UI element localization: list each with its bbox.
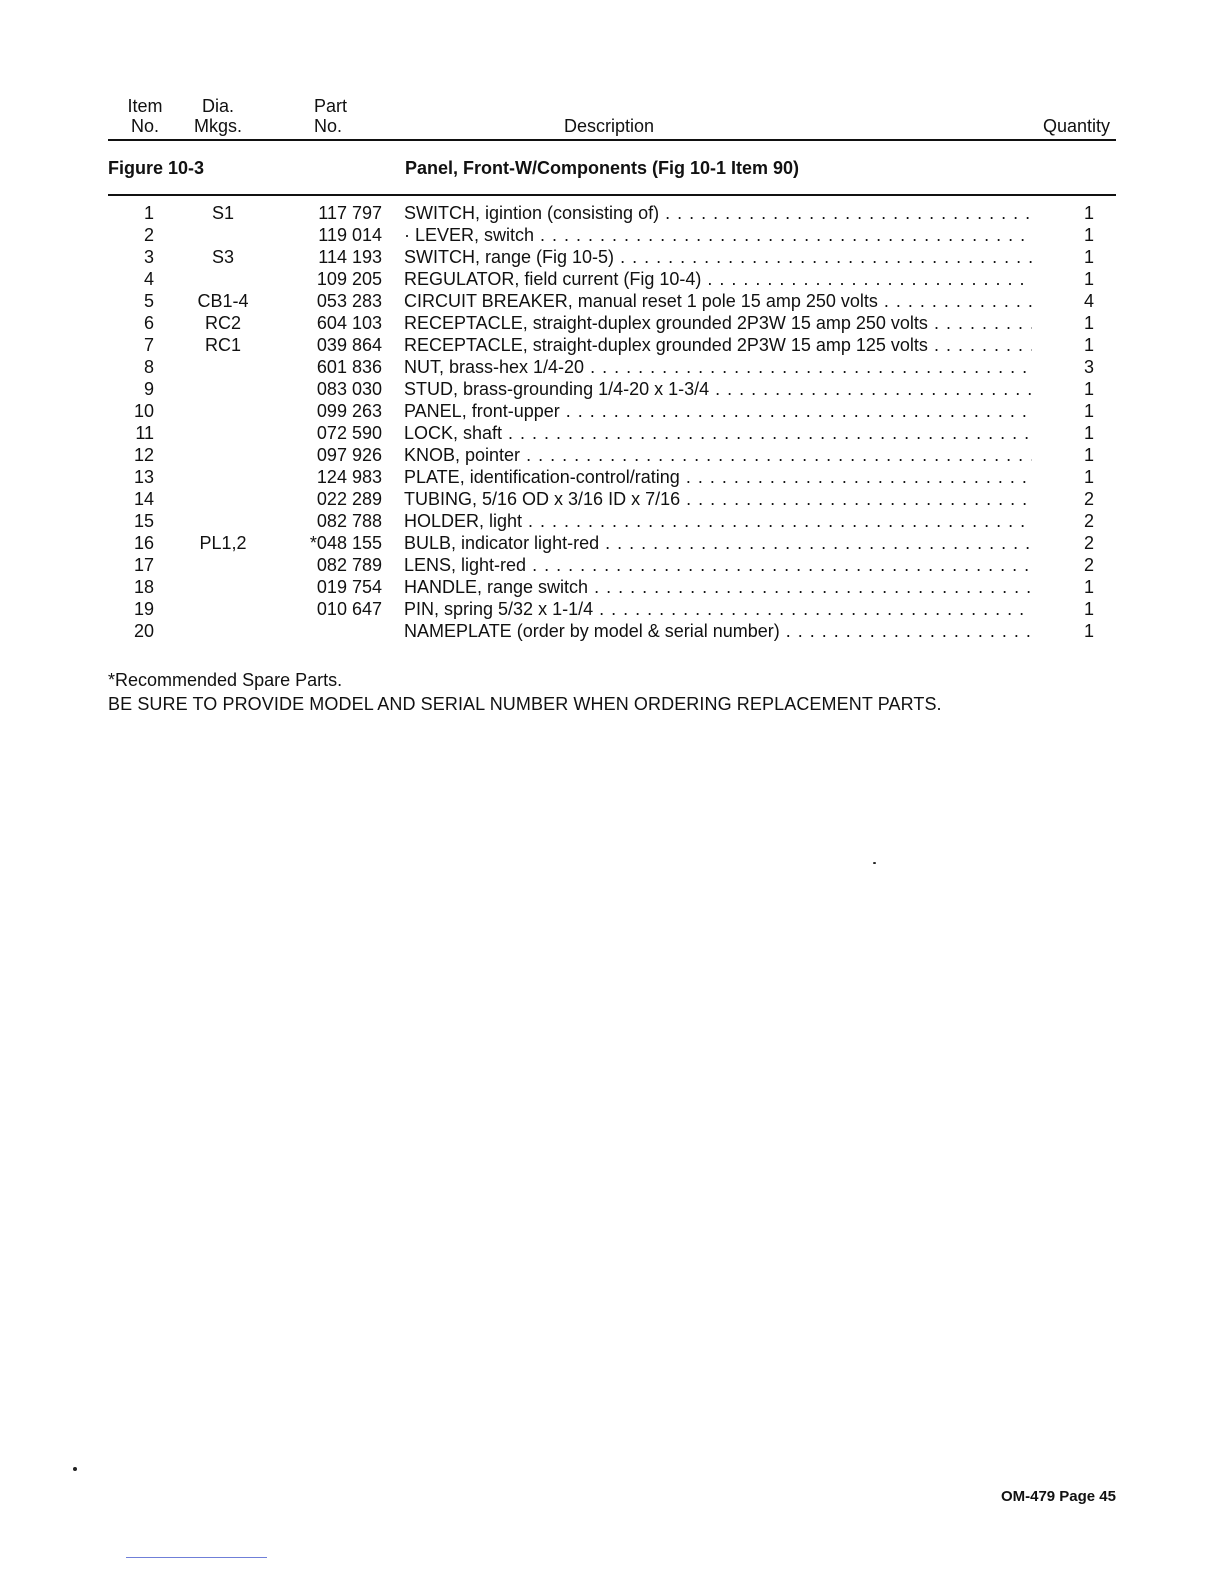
- table-row: [108, 246, 1116, 268]
- cell-description: SWITCH, igintion (consisting of) . . .: [404, 202, 1032, 224]
- cell-quantity: 1: [1083, 423, 1094, 443]
- scan-speck: [873, 862, 876, 864]
- cell-quantity: 1: [1083, 467, 1094, 487]
- cell-part-no: 083 030: [316, 379, 382, 399]
- cell-item-no: 13: [133, 467, 154, 487]
- cell-part-no: 039 864: [316, 335, 382, 355]
- cell-description: RECEPTACLE, straight-duplex grounded 2P3W 15 amp 250 volts . . .: [404, 312, 1032, 334]
- cell-item-no: 19: [133, 599, 154, 619]
- cell-part-no: 117 797: [318, 203, 382, 223]
- cell-description: HANDLE, range switch . . .: [404, 576, 1032, 598]
- cell-item-no: 14: [133, 489, 154, 509]
- cell-part-no: 082 788: [316, 511, 382, 531]
- cell-part-no: 053 283: [316, 291, 382, 311]
- cell-quantity: 1: [1083, 401, 1094, 421]
- table-row: [108, 620, 1116, 642]
- cell-dia-mkg: RC1: [204, 335, 241, 355]
- cell-part-no: 099 263: [316, 401, 382, 421]
- header-description: Description: [564, 116, 655, 136]
- table-row: [108, 202, 1116, 224]
- cell-description: SWITCH, range (Fig 10-5) . . .: [404, 246, 1032, 268]
- table-row: [108, 334, 1116, 356]
- cell-dia-mkg: S3: [211, 247, 235, 267]
- table-row: [108, 224, 1116, 246]
- cell-description: LOCK, shaft . . .: [404, 422, 1032, 444]
- table-row: [108, 356, 1116, 378]
- cell-item-no: 10: [133, 401, 154, 421]
- cell-description: STUD, brass-grounding 1/4-20 x 1-3/4 . . .: [404, 378, 1032, 400]
- cell-quantity: 3: [1083, 357, 1094, 377]
- cell-description: PLATE, identification-control/rating . . .: [404, 466, 1032, 488]
- cell-item-no: 9: [143, 379, 154, 399]
- cell-part-no: *048 155: [309, 533, 382, 553]
- page-footer: OM-479 Page 45: [1000, 1488, 1116, 1505]
- cell-description: RECEPTACLE, straight-duplex grounded 2P3W 15 amp 125 volts . . .: [404, 334, 1032, 356]
- cell-description: BULB, indicator light-red . . .: [404, 532, 1032, 554]
- cell-part-no: 082 789: [316, 555, 382, 575]
- cell-item-no: 1: [143, 203, 154, 223]
- header-part-no: [314, 96, 358, 136]
- scan-speck: [73, 1467, 77, 1471]
- cell-description: REGULATOR, field current (Fig 10-4) . . .: [404, 268, 1032, 290]
- cell-quantity: 1: [1083, 379, 1094, 399]
- cell-part-no: 072 590: [316, 423, 382, 443]
- cell-item-no: 4: [143, 269, 154, 289]
- cell-quantity: 1: [1083, 599, 1094, 619]
- cell-quantity: 1: [1083, 269, 1094, 289]
- cell-item-no: 18: [133, 577, 154, 597]
- table-row: [108, 510, 1116, 532]
- cell-item-no: 5: [143, 291, 154, 311]
- cell-dia-mkg: PL1,2: [199, 533, 247, 553]
- header-divider: [108, 139, 1116, 141]
- spare-parts-note: *Recommended Spare Parts.: [108, 670, 343, 690]
- cell-quantity: 2: [1083, 489, 1094, 509]
- cell-quantity: 1: [1083, 335, 1094, 355]
- cell-part-no: 604 103: [316, 313, 382, 333]
- header-part-line2: No.: [314, 116, 343, 136]
- table-row: [108, 488, 1116, 510]
- cell-quantity: 4: [1083, 291, 1094, 311]
- header-item-no-line2: No.: [130, 116, 159, 136]
- table-row: [108, 290, 1116, 312]
- cell-description: CIRCUIT BREAKER, manual reset 1 pole 15 amp 250 volts . . .: [404, 290, 1032, 312]
- scan-edge-line: [126, 1557, 267, 1558]
- cell-description: NUT, brass-hex 1/4-20 . . .: [404, 356, 1032, 378]
- cell-description: NAMEPLATE (order by model & serial number) . . .: [404, 620, 1032, 642]
- cell-item-no: 17: [133, 555, 154, 575]
- cell-part-no: 119 014: [318, 225, 382, 245]
- cell-item-no: 20: [133, 621, 154, 641]
- cell-quantity: 1: [1083, 247, 1094, 267]
- cell-description: TUBING, 5/16 OD x 3/16 ID x 7/16 . . .: [404, 488, 1032, 510]
- figure-label: Figure 10-3: [108, 158, 205, 178]
- cell-description: LENS, light-red . . .: [404, 554, 1032, 576]
- cell-item-no: 2: [143, 225, 154, 245]
- cell-description: PANEL, front-upper . . .: [404, 400, 1032, 422]
- cell-dia-mkg: S1: [211, 203, 235, 223]
- header-item-no: [122, 96, 168, 136]
- table-row: [108, 532, 1116, 554]
- cell-dia-mkg: RC2: [204, 313, 241, 333]
- cell-item-no: 15: [133, 511, 154, 531]
- cell-quantity: 1: [1083, 621, 1094, 641]
- table-header: [108, 96, 1116, 140]
- table-row: [108, 378, 1116, 400]
- cell-quantity: 1: [1083, 203, 1094, 223]
- cell-part-no: 124 983: [316, 467, 382, 487]
- cell-quantity: 1: [1083, 225, 1094, 245]
- cell-quantity: 2: [1083, 511, 1094, 531]
- cell-description: PIN, spring 5/32 x 1-1/4 . . .: [404, 598, 1032, 620]
- cell-part-no: 097 926: [316, 445, 382, 465]
- ordering-note: BE SURE TO PROVIDE MODEL AND SERIAL NUMBER WHEN ORDERING REPLACEMENT PARTS.: [108, 694, 942, 714]
- table-row: [108, 268, 1116, 290]
- cell-item-no: 12: [133, 445, 154, 465]
- cell-item-no: 16: [133, 533, 154, 553]
- header-dia-line1: Dia.: [201, 96, 234, 116]
- table-row: [108, 466, 1116, 488]
- parts-table: [108, 202, 1116, 642]
- cell-quantity: 2: [1083, 533, 1094, 553]
- header-item-no-line1: Item: [127, 96, 163, 116]
- table-row: [108, 576, 1116, 598]
- table-row: [108, 598, 1116, 620]
- header-part-line1: Part: [314, 96, 348, 116]
- table-row: [108, 554, 1116, 576]
- cell-dia-mkg: CB1-4: [197, 291, 249, 311]
- cell-item-no: 8: [143, 357, 154, 377]
- cell-part-no: 019 754: [316, 577, 382, 597]
- cell-quantity: 2: [1083, 555, 1094, 575]
- table-row: [108, 312, 1116, 334]
- cell-item-no: 6: [143, 313, 154, 333]
- cell-description: HOLDER, light . . .: [404, 510, 1032, 532]
- cell-part-no: 010 647: [316, 599, 382, 619]
- cell-quantity: 1: [1083, 313, 1094, 333]
- header-dia-mkgs: [188, 96, 248, 136]
- cell-part-no: 601 836: [316, 357, 382, 377]
- table-row: [108, 444, 1116, 466]
- table-row: [108, 400, 1116, 422]
- cell-part-no: 114 193: [318, 247, 382, 267]
- figure-divider: [108, 194, 1116, 196]
- figure-title: Panel, Front-W/Components (Fig 10-1 Item 90): [405, 158, 800, 178]
- cell-part-no: 109 205: [316, 269, 382, 289]
- header-quantity: Quantity: [1042, 116, 1110, 136]
- cell-item-no: 11: [135, 423, 154, 443]
- header-dia-line2: Mkgs.: [193, 116, 242, 136]
- cell-quantity: 1: [1083, 445, 1094, 465]
- cell-part-no: 022 289: [316, 489, 382, 509]
- cell-item-no: 3: [143, 247, 154, 267]
- cell-description: · LEVER, switch . . .: [404, 224, 1032, 246]
- cell-quantity: 1: [1083, 577, 1094, 597]
- cell-description: KNOB, pointer . . .: [404, 444, 1032, 466]
- table-row: [108, 422, 1116, 444]
- cell-item-no: 7: [143, 335, 154, 355]
